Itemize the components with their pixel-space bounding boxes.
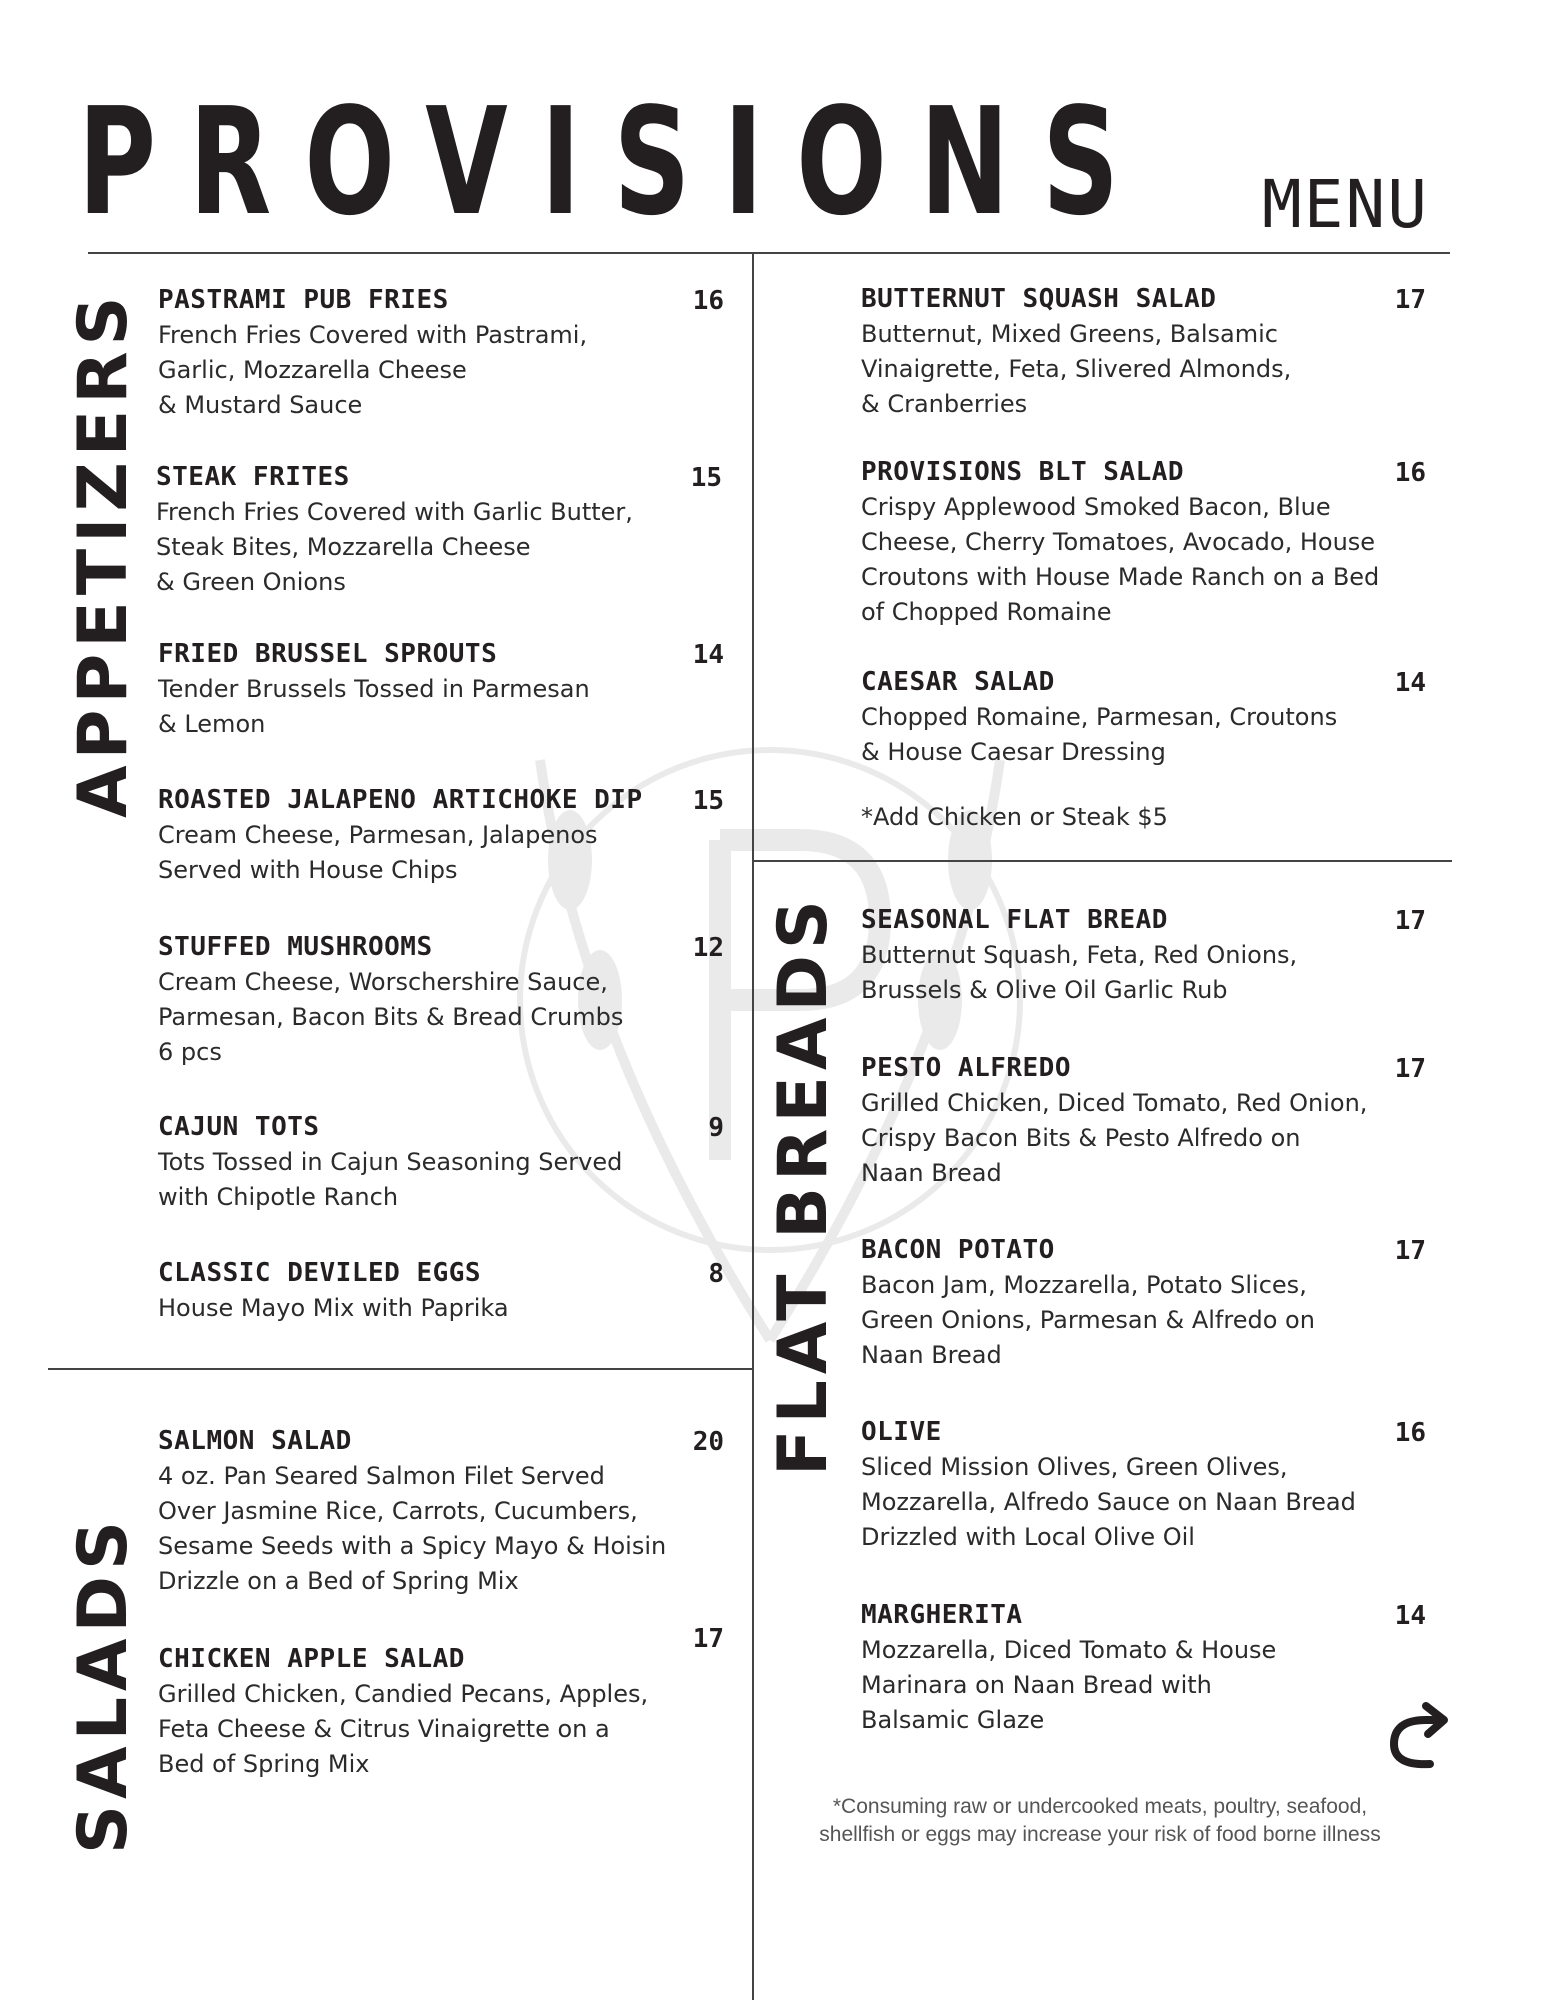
item-price: 14 [692,640,724,670]
header-divider [88,252,1450,254]
menu-item [158,1110,622,1215]
menu-item [861,455,1379,630]
item-description: Tots Tossed in Cajun Seasoning Served with Chipotle Ranch [158,1148,623,1211]
menu-item [861,282,1291,422]
item-name: MARGHERITA [861,1600,1023,1630]
menu-item [158,783,643,888]
item-description: French Fries Covered with Pastrami, Garlic, Mozzarella Cheese & Mustard Sauce [158,321,588,419]
menu-item [861,903,1297,1008]
item-description: Cream Cheese, Worschershire Sauce, Parmesan, Bacon Bits & Bread Crumbs 6 pcs [158,968,624,1066]
item-description: French Fries Covered with Garlic Butter, Steak Bites, Mozzarella Cheese & Green Onions [156,498,633,596]
item-price: 16 [692,286,724,316]
section-label-appetizers: APPETIZERS [64,290,143,818]
item-price: 14 [1394,1601,1426,1631]
turn-page-arrow-icon[interactable] [1386,1700,1454,1772]
item-name: BUTTERNUT SQUASH SALAD [861,284,1217,314]
item-price: 15 [690,463,722,493]
item-description: Cream Cheese, Parmesan, Jalapenos Served with House Chips [158,821,598,884]
add-on-note: *Add Chicken or Steak $5 [861,803,1168,831]
item-name: PROVISIONS BLT SALAD [861,457,1185,487]
item-price: 15 [692,786,724,816]
item-description: Bacon Jam, Mozzarella, Potato Slices, Green Onions, Parmesan & Alfredo on Naan Bread [861,1271,1315,1369]
item-price: 14 [1394,668,1426,698]
item-name: CAJUN TOTS [158,1112,320,1142]
item-description: Butternut Squash, Feta, Red Onions, Brussels & Olive Oil Garlic Rub [861,941,1298,1004]
section-label-salads: SALADS [64,1515,143,1854]
item-name: STEAK FRITES [156,462,350,492]
menu-item [861,1598,1276,1738]
menu-item [861,1415,1356,1555]
menu-item [861,1233,1315,1373]
item-description: Chopped Romaine, Parmesan, Croutons & House Caesar Dressing [861,703,1338,766]
item-description: Crispy Applewood Smoked Bacon, Blue Cheese, Cherry Tomatoes, Avocado, House Croutons with House Made Ranch on a Bed of Chopped Romaine [861,493,1380,626]
item-name: CHICKEN APPLE SALAD [158,1644,465,1674]
item-name: SALMON SALAD [158,1426,352,1456]
item-price: 17 [1394,1054,1426,1084]
item-description: Tender Brussels Tossed in Parmesan & Lemon [158,675,590,738]
item-description: Mozzarella, Diced Tomato & House Marinara on Naan Bread with Balsamic Glaze [861,1636,1277,1734]
menu-item [156,460,633,600]
menu-label: MENU [1262,166,1429,243]
item-price: 17 [692,1624,724,1654]
page-title: PROVISIONS [78,76,1153,248]
item-name: ROASTED JALAPENO ARTICHOKE DIP [158,785,643,815]
section-label-flat-breads: FLAT BREADS [764,894,843,1476]
menu-item [158,1424,666,1599]
item-price: 17 [1394,285,1426,315]
item-name: SEASONAL FLAT BREAD [861,905,1168,935]
item-name: OLIVE [861,1417,942,1447]
item-price: 16 [1394,1418,1426,1448]
item-name: BACON POTATO [861,1235,1055,1265]
item-price: 12 [692,933,724,963]
item-description: Grilled Chicken, Candied Pecans, Apples, Feta Cheese & Citrus Vinaigrette on a Bed of Spring Mix [158,1680,649,1778]
item-price: 17 [1394,1236,1426,1266]
item-price: 20 [692,1427,724,1457]
item-name: CLASSIC DEVILED EGGS [158,1258,482,1288]
item-description: Grilled Chicken, Diced Tomato, Red Onion, Crispy Bacon Bits & Pesto Alfredo on Naan Bread [861,1089,1368,1187]
item-name: PASTRAMI PUB FRIES [158,285,449,315]
menu-item [158,637,590,742]
item-name: STUFFED MUSHROOMS [158,932,433,962]
menu-item [861,665,1337,770]
menu-item [158,1256,509,1326]
item-price: 9 [708,1113,724,1143]
center-divider [752,254,754,2000]
item-name: FRIED BRUSSEL SPROUTS [158,639,498,669]
menu-item [861,1051,1367,1191]
right-section-divider [752,860,1452,862]
left-section-divider [48,1368,753,1370]
item-name: CAESAR SALAD [861,667,1055,697]
menu-item [158,1642,648,1782]
item-description: House Mayo Mix with Paprika [158,1294,509,1322]
item-name: PESTO ALFREDO [861,1053,1071,1083]
item-price: 17 [1394,906,1426,936]
item-price: 16 [1394,458,1426,488]
item-description: Sliced Mission Olives, Green Olives, Mozzarella, Alfredo Sauce on Naan Bread Drizzled with Local Olive Oil [861,1453,1356,1551]
item-price: 8 [708,1259,724,1289]
menu-item [158,930,623,1070]
food-safety-disclaimer: *Consuming raw or undercooked meats, poultry, seafood, shellfish or eggs may increase your risk of food borne illness [819,1795,1381,1846]
menu-item [158,283,587,423]
item-description: 4 oz. Pan Seared Salmon Filet Served Over Jasmine Rice, Carrots, Cucumbers, Sesame Seeds with a Spicy Mayo & Hoisin Drizzle on a Bed of Spring Mix [158,1462,667,1595]
item-description: Butternut, Mixed Greens, Balsamic Vinaigrette, Feta, Slivered Almonds, & Cranberries [861,320,1292,418]
